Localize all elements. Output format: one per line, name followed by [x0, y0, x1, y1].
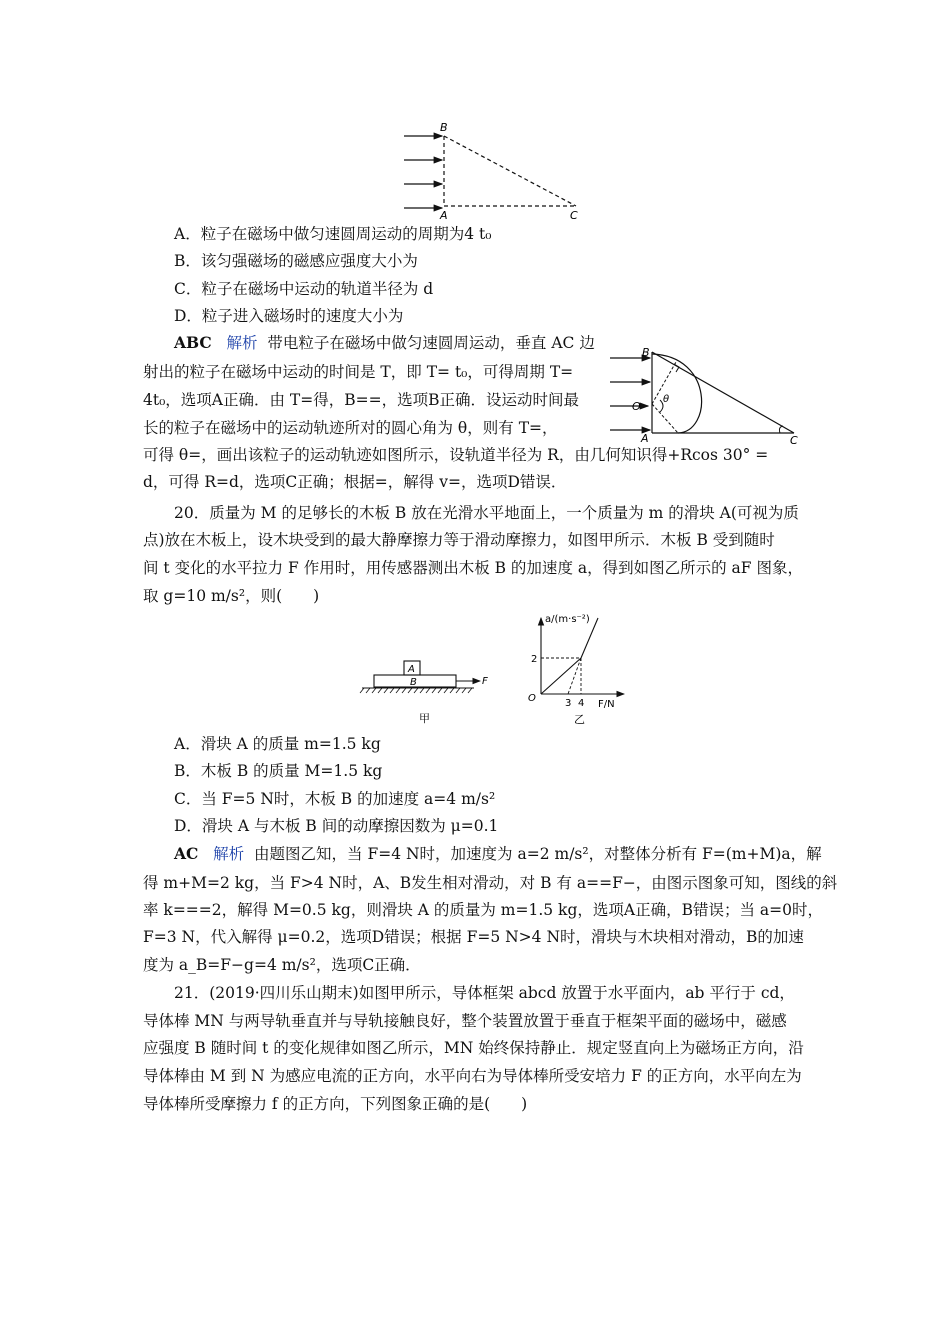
q19-option-c: C．粒子在磁场中运动的轨道半径为 d [174, 280, 434, 298]
yi-origin: O [528, 693, 536, 704]
fig1-label-A: A [440, 209, 448, 222]
q19-answer: ABC [174, 333, 212, 352]
jia-label-A: A [408, 664, 415, 675]
figure-triangle-field [398, 118, 598, 222]
yi-x-tick-3: 3 [565, 698, 572, 709]
q21-stem-line-2: 导体棒 MN 与两导轨垂直并与导轨接触良好，整个装置放置于垂直于框架平面的磁场中，磁感 [143, 1012, 787, 1030]
q19-analysis-line-3: 4t₀，选项A正确．由 T=得，B==，选项B正确．设运动时间最 [143, 391, 580, 409]
q19-option-a: A．粒子在磁场中做匀速圆周运动的周期为4 t₀ [174, 225, 492, 243]
jia-label-B: B [410, 677, 417, 688]
yi-x-tick-4: 4 [578, 698, 585, 709]
q20-option-b: B．木板 B 的质量 M=1.5 kg [174, 762, 383, 780]
q20-option-d: D．滑块 A 与木板 B 间的动摩擦因数为 μ=0.1 [174, 817, 499, 835]
fig2-label-theta: θ [663, 394, 670, 405]
yi-caption: 乙 [574, 713, 585, 726]
figure-jia-blocks [358, 652, 498, 728]
fig2-label-A: A [641, 432, 649, 445]
q20-stem-line-3: 间 t 变化的水平拉力 F 作用时，用传感器测出木板 B 的加速度 a，得到如图乙所示的 aF 图象， [143, 559, 803, 577]
fig1-label-C: C [570, 209, 578, 222]
q19-analysis-line-1 [174, 333, 595, 353]
yi-ylabel: a/(m·s⁻²) [545, 614, 590, 625]
yi-y-tick-2: 2 [531, 654, 538, 665]
q19-option-d: D．粒子进入磁场时的速度大小为 [174, 307, 404, 325]
q20-answer: AC [174, 844, 199, 863]
q19-analysis-text-1: 带电粒子在磁场中做匀速圆周运动，垂直 AC 边 [267, 334, 595, 352]
figure-trajectory [604, 342, 804, 446]
q20-analysis-line-4: F=3 N，代入解得 μ=0.2，选项D错误；根据 F=5 N>4 N时，滑块与木块相对滑动，B的加速 [143, 928, 804, 946]
q20-analysis-text-1: 由题图乙知，当 F=4 N时，加速度为 a=2 m/s²，对整体分析有 F=(m+M)a，解 [254, 845, 822, 863]
q20-jiexi-label: 解析 [213, 845, 245, 863]
q21-stem-line-3: 应强度 B 随时间 t 的变化规律如图乙所示，MN 始终保持静止．规定竖直向上为磁场正方向，沿 [143, 1039, 804, 1057]
jia-caption: 甲 [419, 712, 430, 725]
fig2-label-B: B [642, 346, 650, 359]
q19-analysis-line-5: 可得 θ=，画出该粒子的运动轨迹如图所示，设轨道半径为 R，由几何知识得+Rcos 30° = [143, 446, 769, 464]
q20-stem-line-2: 点)放在木板上，设木块受到的最大静摩擦力等于滑动摩擦力，如图甲所示．木板 B 受到随时 [143, 531, 775, 549]
q20-analysis-line-1 [174, 844, 822, 864]
q21-stem-line-4: 导体棒由 M 到 N 为感应电流的正方向，水平向右为导体棒所受安培力 F 的正方向，水平向左为 [143, 1067, 802, 1085]
q19-option-b: B．该匀强磁场的磁感应强度大小为 [174, 252, 418, 270]
q21-stem-line-1: 21．(2019·四川乐山期末)如图甲所示，导体框架 abcd 放置于水平面内，ab 平行于 cd， [174, 984, 795, 1002]
q21-stem-line-5: 导体棒所受摩擦力 f 的正方向，下列图象正确的是( ) [143, 1095, 528, 1113]
fig2-label-C: C [790, 434, 798, 446]
fig2-label-O: O [632, 400, 641, 413]
q20-stem-line-1: 20．质量为 M 的足够长的木板 B 放在光滑水平地面上，一个质量为 m 的滑块 A(可视为质 [174, 504, 799, 522]
jia-label-F: F [482, 676, 488, 687]
q20-stem-line-4: 取 g=10 m/s²，则( ) [143, 587, 320, 605]
q19-analysis-line-6: d，可得 R=d，选项C正确；根据=，解得 v=，选项D错误． [143, 473, 567, 491]
yi-xlabel: F/N [598, 699, 615, 710]
q19-jiexi-label: 解析 [226, 334, 258, 352]
q20-analysis-line-2: 得 m+M=2 kg，当 F>4 N时，A、B发生相对滑动，对 B 有 a==F−，由图示图象可知，图线的斜 [143, 874, 838, 892]
figure-yi-graph [524, 608, 634, 736]
q20-option-a: A．滑块 A 的质量 m=1.5 kg [174, 735, 381, 753]
fig1-label-B: B [440, 121, 448, 134]
q20-analysis-line-5: 度为 a_B=F−g=4 m/s²，选项C正确． [143, 956, 421, 974]
q19-analysis-line-2: 射出的粒子在磁场中运动的时间是 T，即 T= t₀，可得周期 T= [143, 363, 574, 381]
q20-analysis-line-3: 率 k===2，解得 M=0.5 kg，则滑块 A 的质量为 m=1.5 kg，选项A正确，B错误；当 a=0时， [143, 901, 823, 919]
q19-analysis-line-4: 长的粒子在磁场中的运动轨迹所对的圆心角为 θ，则有 T=， [143, 419, 558, 437]
q20-option-c: C．当 F=5 N时，木板 B 的加速度 a=4 m/s² [174, 790, 496, 808]
